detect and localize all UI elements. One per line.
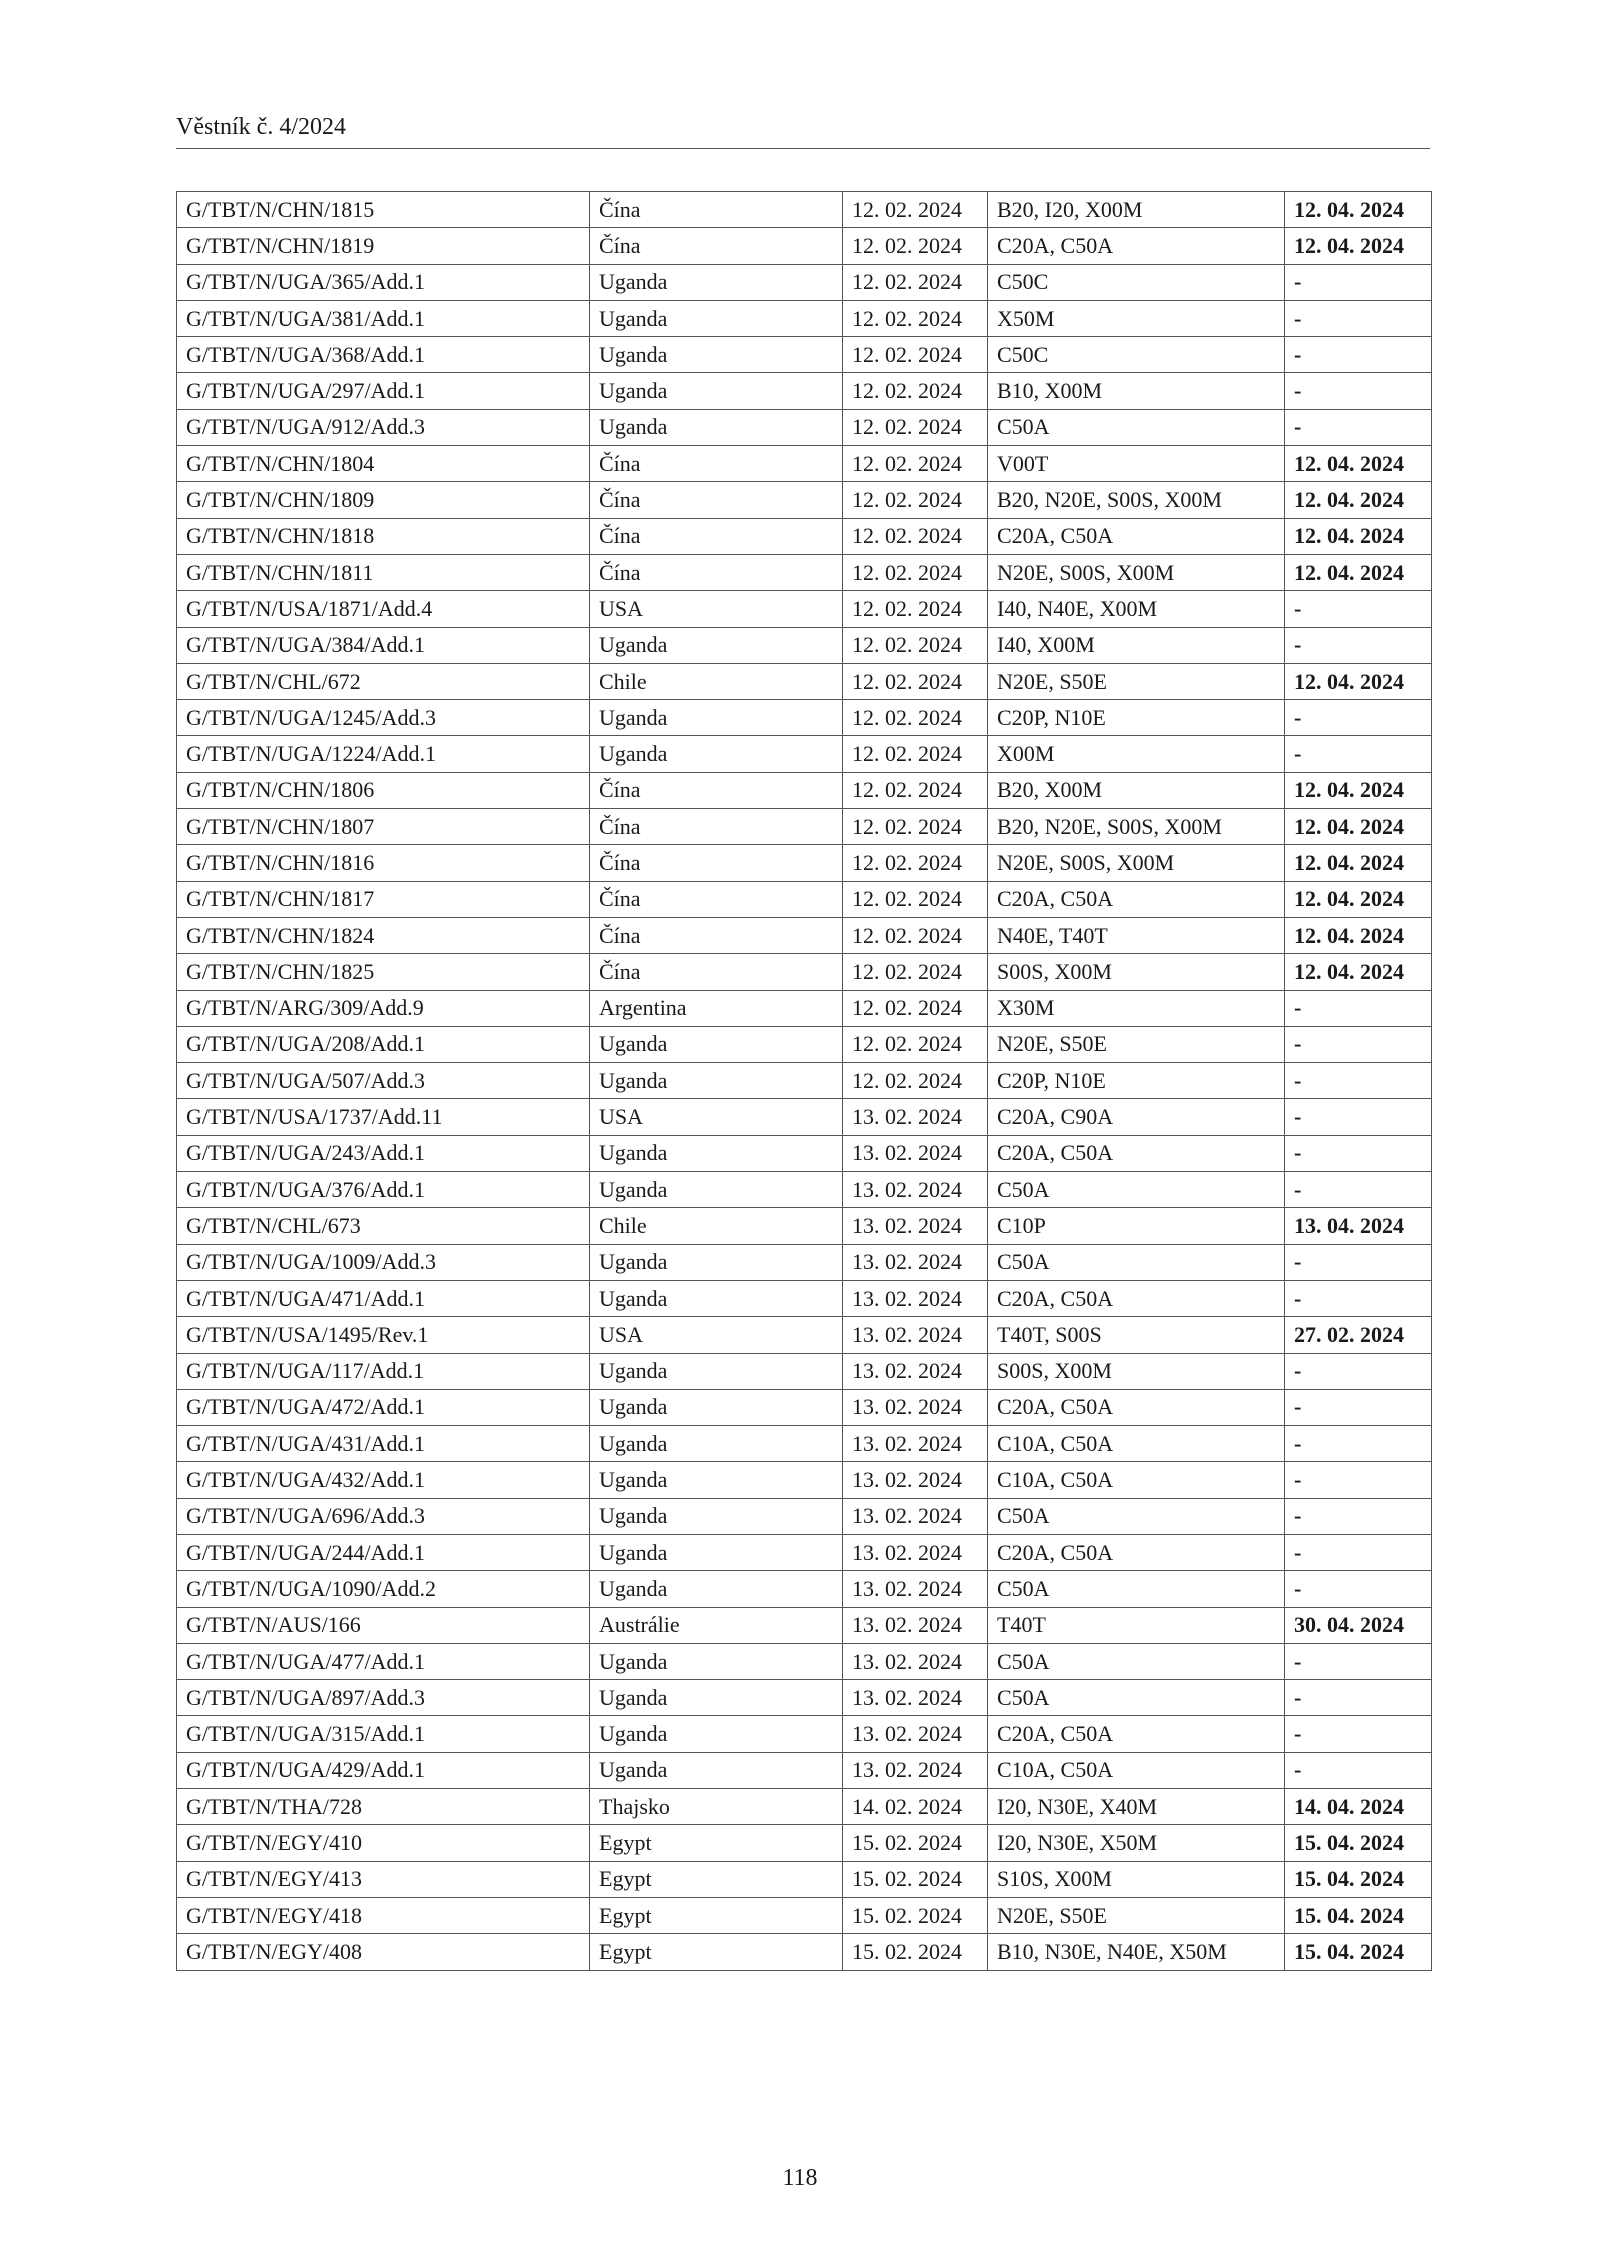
country-cell: Čína: [590, 772, 843, 808]
date-cell: 12. 02. 2024: [843, 845, 988, 881]
document-symbol-cell: G/TBT/N/UGA/384/Add.1: [177, 627, 590, 663]
deadline-cell: -: [1285, 1280, 1432, 1316]
code-cell: B20, I20, X00M: [988, 192, 1285, 228]
table-row: [177, 1280, 1432, 1316]
table-row: [177, 482, 1432, 518]
document-symbol-cell: G/TBT/N/UGA/431/Add.1: [177, 1426, 590, 1462]
document-symbol-cell: G/TBT/N/UGA/365/Add.1: [177, 264, 590, 300]
table-body: [177, 192, 1432, 1971]
code-cell: C50A: [988, 1498, 1285, 1534]
deadline-cell: -: [1285, 1244, 1432, 1280]
country-cell: Uganda: [590, 1026, 843, 1062]
table-row: [177, 1897, 1432, 1933]
date-cell: 13. 02. 2024: [843, 1317, 988, 1353]
code-cell: C20A, C90A: [988, 1099, 1285, 1135]
deadline-cell: -: [1285, 1389, 1432, 1425]
document-symbol-cell: G/TBT/N/UGA/368/Add.1: [177, 337, 590, 373]
country-cell: Argentina: [590, 990, 843, 1026]
code-cell: T40T, S00S: [988, 1317, 1285, 1353]
document-symbol-cell: G/TBT/N/CHN/1819: [177, 228, 590, 264]
table-row: [177, 373, 1432, 409]
country-cell: USA: [590, 1099, 843, 1135]
code-cell: C10A, C50A: [988, 1426, 1285, 1462]
table-row: [177, 1099, 1432, 1135]
country-cell: Chile: [590, 663, 843, 699]
deadline-cell: 30. 04. 2024: [1285, 1607, 1432, 1643]
table-row: [177, 1825, 1432, 1861]
deadline-cell: -: [1285, 1135, 1432, 1171]
deadline-cell: -: [1285, 1752, 1432, 1788]
table-row: [177, 1353, 1432, 1389]
deadline-cell: 12. 04. 2024: [1285, 482, 1432, 518]
deadline-cell: -: [1285, 300, 1432, 336]
code-cell: B10, N30E, N40E, X50M: [988, 1934, 1285, 1970]
code-cell: C20A, C50A: [988, 1280, 1285, 1316]
document-symbol-cell: G/TBT/N/CHL/672: [177, 663, 590, 699]
notification-table: [176, 191, 1432, 1971]
table-row: [177, 663, 1432, 699]
table-row: [177, 990, 1432, 1026]
code-cell: C50C: [988, 337, 1285, 373]
deadline-cell: -: [1285, 1353, 1432, 1389]
country-cell: Uganda: [590, 1426, 843, 1462]
table-row: [177, 627, 1432, 663]
table-row: [177, 736, 1432, 772]
country-cell: Austrálie: [590, 1607, 843, 1643]
date-cell: 13. 02. 2024: [843, 1389, 988, 1425]
deadline-cell: 12. 04. 2024: [1285, 881, 1432, 917]
table-row: [177, 1135, 1432, 1171]
date-cell: 12. 02. 2024: [843, 554, 988, 590]
date-cell: 13. 02. 2024: [843, 1680, 988, 1716]
code-cell: T40T: [988, 1607, 1285, 1643]
table-row: [177, 337, 1432, 373]
date-cell: 12. 02. 2024: [843, 373, 988, 409]
deadline-cell: -: [1285, 700, 1432, 736]
date-cell: 12. 02. 2024: [843, 954, 988, 990]
deadline-cell: -: [1285, 1643, 1432, 1679]
code-cell: I40, X00M: [988, 627, 1285, 663]
date-cell: 15. 02. 2024: [843, 1825, 988, 1861]
code-cell: C10A, C50A: [988, 1462, 1285, 1498]
country-cell: Egypt: [590, 1825, 843, 1861]
deadline-cell: 27. 02. 2024: [1285, 1317, 1432, 1353]
document-symbol-cell: G/TBT/N/UGA/1224/Add.1: [177, 736, 590, 772]
country-cell: Uganda: [590, 1571, 843, 1607]
table-row: [177, 1462, 1432, 1498]
page-header: Věstník č. 4/2024: [176, 112, 1430, 149]
table-row: [177, 1789, 1432, 1825]
date-cell: 12. 02. 2024: [843, 700, 988, 736]
deadline-cell: 14. 04. 2024: [1285, 1789, 1432, 1825]
deadline-cell: -: [1285, 1099, 1432, 1135]
code-cell: N20E, S00S, X00M: [988, 845, 1285, 881]
deadline-cell: 12. 04. 2024: [1285, 809, 1432, 845]
country-cell: Uganda: [590, 700, 843, 736]
code-cell: C50C: [988, 264, 1285, 300]
date-cell: 13. 02. 2024: [843, 1244, 988, 1280]
code-cell: S00S, X00M: [988, 1353, 1285, 1389]
deadline-cell: -: [1285, 1462, 1432, 1498]
document-symbol-cell: G/TBT/N/CHN/1818: [177, 518, 590, 554]
deadline-cell: -: [1285, 337, 1432, 373]
code-cell: B10, X00M: [988, 373, 1285, 409]
date-cell: 12. 02. 2024: [843, 736, 988, 772]
date-cell: 12. 02. 2024: [843, 482, 988, 518]
deadline-cell: 12. 04. 2024: [1285, 228, 1432, 264]
table-row: [177, 1317, 1432, 1353]
date-cell: 13. 02. 2024: [843, 1498, 988, 1534]
deadline-cell: -: [1285, 1680, 1432, 1716]
document-symbol-cell: G/TBT/N/AUS/166: [177, 1607, 590, 1643]
code-cell: B20, N20E, S00S, X00M: [988, 809, 1285, 845]
code-cell: C50A: [988, 1172, 1285, 1208]
document-symbol-cell: G/TBT/N/CHN/1806: [177, 772, 590, 808]
code-cell: C20A, C50A: [988, 228, 1285, 264]
country-cell: Čína: [590, 192, 843, 228]
country-cell: Egypt: [590, 1934, 843, 1970]
code-cell: C20A, C50A: [988, 1389, 1285, 1425]
country-cell: Uganda: [590, 1680, 843, 1716]
country-cell: Uganda: [590, 264, 843, 300]
deadline-cell: 12. 04. 2024: [1285, 518, 1432, 554]
document-symbol-cell: G/TBT/N/UGA/429/Add.1: [177, 1752, 590, 1788]
deadline-cell: -: [1285, 1571, 1432, 1607]
document-symbol-cell: G/TBT/N/UGA/471/Add.1: [177, 1280, 590, 1316]
country-cell: Egypt: [590, 1861, 843, 1897]
table-row: [177, 917, 1432, 953]
date-cell: 13. 02. 2024: [843, 1571, 988, 1607]
country-cell: Uganda: [590, 1462, 843, 1498]
date-cell: 13. 02. 2024: [843, 1280, 988, 1316]
date-cell: 12. 02. 2024: [843, 881, 988, 917]
document-symbol-cell: G/TBT/N/UGA/912/Add.3: [177, 409, 590, 445]
country-cell: Uganda: [590, 1172, 843, 1208]
table-row: [177, 1571, 1432, 1607]
document-symbol-cell: G/TBT/N/EGY/410: [177, 1825, 590, 1861]
document-symbol-cell: G/TBT/N/UGA/117/Add.1: [177, 1353, 590, 1389]
table-row: [177, 591, 1432, 627]
deadline-cell: 12. 04. 2024: [1285, 663, 1432, 699]
country-cell: Čína: [590, 228, 843, 264]
code-cell: C20P, N10E: [988, 700, 1285, 736]
deadline-cell: 12. 04. 2024: [1285, 554, 1432, 590]
country-cell: Uganda: [590, 409, 843, 445]
deadline-cell: -: [1285, 627, 1432, 663]
document-symbol-cell: G/TBT/N/CHN/1816: [177, 845, 590, 881]
country-cell: Egypt: [590, 1897, 843, 1933]
table-row: [177, 1498, 1432, 1534]
table-row: [177, 1752, 1432, 1788]
country-cell: Čína: [590, 917, 843, 953]
table-row: [177, 881, 1432, 917]
document-symbol-cell: G/TBT/N/UGA/507/Add.3: [177, 1063, 590, 1099]
code-cell: B20, N20E, S00S, X00M: [988, 482, 1285, 518]
deadline-cell: -: [1285, 264, 1432, 300]
date-cell: 12. 02. 2024: [843, 627, 988, 663]
country-cell: Uganda: [590, 627, 843, 663]
code-cell: C20P, N10E: [988, 1063, 1285, 1099]
deadline-cell: 12. 04. 2024: [1285, 772, 1432, 808]
document-symbol-cell: G/TBT/N/UGA/376/Add.1: [177, 1172, 590, 1208]
document-symbol-cell: G/TBT/N/UGA/472/Add.1: [177, 1389, 590, 1425]
date-cell: 12. 02. 2024: [843, 264, 988, 300]
country-cell: Čína: [590, 954, 843, 990]
deadline-cell: -: [1285, 1026, 1432, 1062]
deadline-cell: 15. 04. 2024: [1285, 1861, 1432, 1897]
deadline-cell: -: [1285, 591, 1432, 627]
table-row: [177, 700, 1432, 736]
code-cell: C50A: [988, 409, 1285, 445]
date-cell: 13. 02. 2024: [843, 1099, 988, 1135]
date-cell: 13. 02. 2024: [843, 1208, 988, 1244]
date-cell: 12. 02. 2024: [843, 518, 988, 554]
document-symbol-cell: G/TBT/N/CHN/1817: [177, 881, 590, 917]
code-cell: C20A, C50A: [988, 881, 1285, 917]
table-row: [177, 1172, 1432, 1208]
table-row: [177, 300, 1432, 336]
code-cell: X00M: [988, 736, 1285, 772]
date-cell: 12. 02. 2024: [843, 192, 988, 228]
document-symbol-cell: G/TBT/N/USA/1737/Add.11: [177, 1099, 590, 1135]
deadline-cell: 15. 04. 2024: [1285, 1934, 1432, 1970]
deadline-cell: 12. 04. 2024: [1285, 446, 1432, 482]
date-cell: 13. 02. 2024: [843, 1353, 988, 1389]
document-symbol-cell: G/TBT/N/UGA/244/Add.1: [177, 1534, 590, 1570]
document-symbol-cell: G/TBT/N/UGA/243/Add.1: [177, 1135, 590, 1171]
code-cell: C50A: [988, 1680, 1285, 1716]
country-cell: Uganda: [590, 1244, 843, 1280]
country-cell: Čína: [590, 809, 843, 845]
code-cell: C10A, C50A: [988, 1752, 1285, 1788]
country-cell: Uganda: [590, 1534, 843, 1570]
code-cell: C20A, C50A: [988, 1716, 1285, 1752]
table-row: [177, 1244, 1432, 1280]
date-cell: 13. 02. 2024: [843, 1172, 988, 1208]
code-cell: X30M: [988, 990, 1285, 1026]
country-cell: Uganda: [590, 1353, 843, 1389]
country-cell: USA: [590, 1317, 843, 1353]
country-cell: Uganda: [590, 1643, 843, 1679]
code-cell: C20A, C50A: [988, 518, 1285, 554]
country-cell: Uganda: [590, 1498, 843, 1534]
deadline-cell: -: [1285, 1498, 1432, 1534]
date-cell: 12. 02. 2024: [843, 409, 988, 445]
country-cell: Čína: [590, 554, 843, 590]
date-cell: 13. 02. 2024: [843, 1135, 988, 1171]
deadline-cell: -: [1285, 1063, 1432, 1099]
code-cell: C20A, C50A: [988, 1135, 1285, 1171]
date-cell: 15. 02. 2024: [843, 1861, 988, 1897]
date-cell: 12. 02. 2024: [843, 300, 988, 336]
table-row: [177, 1680, 1432, 1716]
country-cell: Uganda: [590, 1716, 843, 1752]
table-row: [177, 845, 1432, 881]
document-symbol-cell: G/TBT/N/UGA/381/Add.1: [177, 300, 590, 336]
table-row: [177, 1534, 1432, 1570]
document-symbol-cell: G/TBT/N/UGA/208/Add.1: [177, 1026, 590, 1062]
table-row: [177, 264, 1432, 300]
country-cell: Uganda: [590, 1752, 843, 1788]
deadline-cell: 15. 04. 2024: [1285, 1825, 1432, 1861]
date-cell: 12. 02. 2024: [843, 337, 988, 373]
code-cell: C50A: [988, 1244, 1285, 1280]
code-cell: B20, X00M: [988, 772, 1285, 808]
document-symbol-cell: G/TBT/N/CHN/1807: [177, 809, 590, 845]
document-symbol-cell: G/TBT/N/UGA/1009/Add.3: [177, 1244, 590, 1280]
date-cell: 13. 02. 2024: [843, 1607, 988, 1643]
date-cell: 12. 02. 2024: [843, 228, 988, 264]
country-cell: Uganda: [590, 1280, 843, 1316]
deadline-cell: -: [1285, 1534, 1432, 1570]
country-cell: Čína: [590, 881, 843, 917]
date-cell: 12. 02. 2024: [843, 917, 988, 953]
table-row: [177, 809, 1432, 845]
document-symbol-cell: G/TBT/N/UGA/696/Add.3: [177, 1498, 590, 1534]
code-cell: S10S, X00M: [988, 1861, 1285, 1897]
code-cell: C50A: [988, 1571, 1285, 1607]
country-cell: Uganda: [590, 1063, 843, 1099]
date-cell: 13. 02. 2024: [843, 1426, 988, 1462]
table-row: [177, 1026, 1432, 1062]
code-cell: N20E, S00S, X00M: [988, 554, 1285, 590]
table-row: [177, 554, 1432, 590]
date-cell: 12. 02. 2024: [843, 772, 988, 808]
table-row: [177, 1861, 1432, 1897]
country-cell: Čína: [590, 446, 843, 482]
table-row: [177, 1934, 1432, 1970]
deadline-cell: -: [1285, 990, 1432, 1026]
date-cell: 15. 02. 2024: [843, 1934, 988, 1970]
date-cell: 12. 02. 2024: [843, 591, 988, 627]
country-cell: Uganda: [590, 337, 843, 373]
document-symbol-cell: G/TBT/N/CHN/1804: [177, 446, 590, 482]
document-symbol-cell: G/TBT/N/EGY/408: [177, 1934, 590, 1970]
table-row: [177, 192, 1432, 228]
code-cell: S00S, X00M: [988, 954, 1285, 990]
deadline-cell: -: [1285, 1716, 1432, 1752]
document-symbol-cell: G/TBT/N/UGA/897/Add.3: [177, 1680, 590, 1716]
code-cell: V00T: [988, 446, 1285, 482]
date-cell: 13. 02. 2024: [843, 1643, 988, 1679]
country-cell: Uganda: [590, 373, 843, 409]
date-cell: 12. 02. 2024: [843, 990, 988, 1026]
code-cell: I20, N30E, X50M: [988, 1825, 1285, 1861]
table-row: [177, 772, 1432, 808]
document-symbol-cell: G/TBT/N/USA/1871/Add.4: [177, 591, 590, 627]
document-symbol-cell: G/TBT/N/USA/1495/Rev.1: [177, 1317, 590, 1353]
date-cell: 15. 02. 2024: [843, 1897, 988, 1933]
country-cell: USA: [590, 591, 843, 627]
country-cell: Thajsko: [590, 1789, 843, 1825]
table-row: [177, 1643, 1432, 1679]
document-symbol-cell: G/TBT/N/EGY/418: [177, 1897, 590, 1933]
date-cell: 13. 02. 2024: [843, 1462, 988, 1498]
document-symbol-cell: G/TBT/N/UGA/1245/Add.3: [177, 700, 590, 736]
deadline-cell: 12. 04. 2024: [1285, 845, 1432, 881]
deadline-cell: 12. 04. 2024: [1285, 954, 1432, 990]
deadline-cell: 12. 04. 2024: [1285, 192, 1432, 228]
document-symbol-cell: G/TBT/N/CHL/673: [177, 1208, 590, 1244]
document-symbol-cell: G/TBT/N/CHN/1824: [177, 917, 590, 953]
table-row: [177, 518, 1432, 554]
code-cell: N20E, S50E: [988, 663, 1285, 699]
date-cell: 13. 02. 2024: [843, 1534, 988, 1570]
document-symbol-cell: G/TBT/N/CHN/1809: [177, 482, 590, 518]
date-cell: 13. 02. 2024: [843, 1752, 988, 1788]
country-cell: Uganda: [590, 1389, 843, 1425]
deadline-cell: -: [1285, 409, 1432, 445]
deadline-cell: 12. 04. 2024: [1285, 917, 1432, 953]
table-row: [177, 409, 1432, 445]
deadline-cell: -: [1285, 1426, 1432, 1462]
country-cell: Čína: [590, 845, 843, 881]
document-symbol-cell: G/TBT/N/UGA/432/Add.1: [177, 1462, 590, 1498]
date-cell: 12. 02. 2024: [843, 663, 988, 699]
date-cell: 12. 02. 2024: [843, 446, 988, 482]
code-cell: I20, N30E, X40M: [988, 1789, 1285, 1825]
table-row: [177, 1716, 1432, 1752]
code-cell: N20E, S50E: [988, 1026, 1285, 1062]
code-cell: C50A: [988, 1643, 1285, 1679]
date-cell: 12. 02. 2024: [843, 1026, 988, 1062]
document-symbol-cell: G/TBT/N/CHN/1811: [177, 554, 590, 590]
country-cell: Čína: [590, 482, 843, 518]
document-symbol-cell: G/TBT/N/CHN/1825: [177, 954, 590, 990]
document-symbol-cell: G/TBT/N/ARG/309/Add.9: [177, 990, 590, 1026]
deadline-cell: 15. 04. 2024: [1285, 1897, 1432, 1933]
deadline-cell: 13. 04. 2024: [1285, 1208, 1432, 1244]
date-cell: 12. 02. 2024: [843, 1063, 988, 1099]
code-cell: C20A, C50A: [988, 1534, 1285, 1570]
table-row: [177, 1607, 1432, 1643]
code-cell: N20E, S50E: [988, 1897, 1285, 1933]
deadline-cell: -: [1285, 736, 1432, 772]
country-cell: Uganda: [590, 1135, 843, 1171]
deadline-cell: -: [1285, 373, 1432, 409]
table-row: [177, 1426, 1432, 1462]
document-symbol-cell: G/TBT/N/CHN/1815: [177, 192, 590, 228]
table-row: [177, 1063, 1432, 1099]
code-cell: C10P: [988, 1208, 1285, 1244]
date-cell: 14. 02. 2024: [843, 1789, 988, 1825]
document-symbol-cell: G/TBT/N/EGY/413: [177, 1861, 590, 1897]
table-row: [177, 1208, 1432, 1244]
document-symbol-cell: G/TBT/N/UGA/297/Add.1: [177, 373, 590, 409]
table-row: [177, 954, 1432, 990]
table-row: [177, 446, 1432, 482]
page-number: 118: [782, 2165, 818, 2191]
country-cell: Uganda: [590, 300, 843, 336]
code-cell: N40E, T40T: [988, 917, 1285, 953]
country-cell: Čína: [590, 518, 843, 554]
date-cell: 13. 02. 2024: [843, 1716, 988, 1752]
table-row: [177, 228, 1432, 264]
document-symbol-cell: G/TBT/N/UGA/315/Add.1: [177, 1716, 590, 1752]
date-cell: 12. 02. 2024: [843, 809, 988, 845]
table-row: [177, 1389, 1432, 1425]
country-cell: Chile: [590, 1208, 843, 1244]
deadline-cell: -: [1285, 1172, 1432, 1208]
document-symbol-cell: G/TBT/N/UGA/1090/Add.2: [177, 1571, 590, 1607]
code-cell: X50M: [988, 300, 1285, 336]
document-symbol-cell: G/TBT/N/UGA/477/Add.1: [177, 1643, 590, 1679]
document-symbol-cell: G/TBT/N/THA/728: [177, 1789, 590, 1825]
country-cell: Uganda: [590, 736, 843, 772]
code-cell: I40, N40E, X00M: [988, 591, 1285, 627]
